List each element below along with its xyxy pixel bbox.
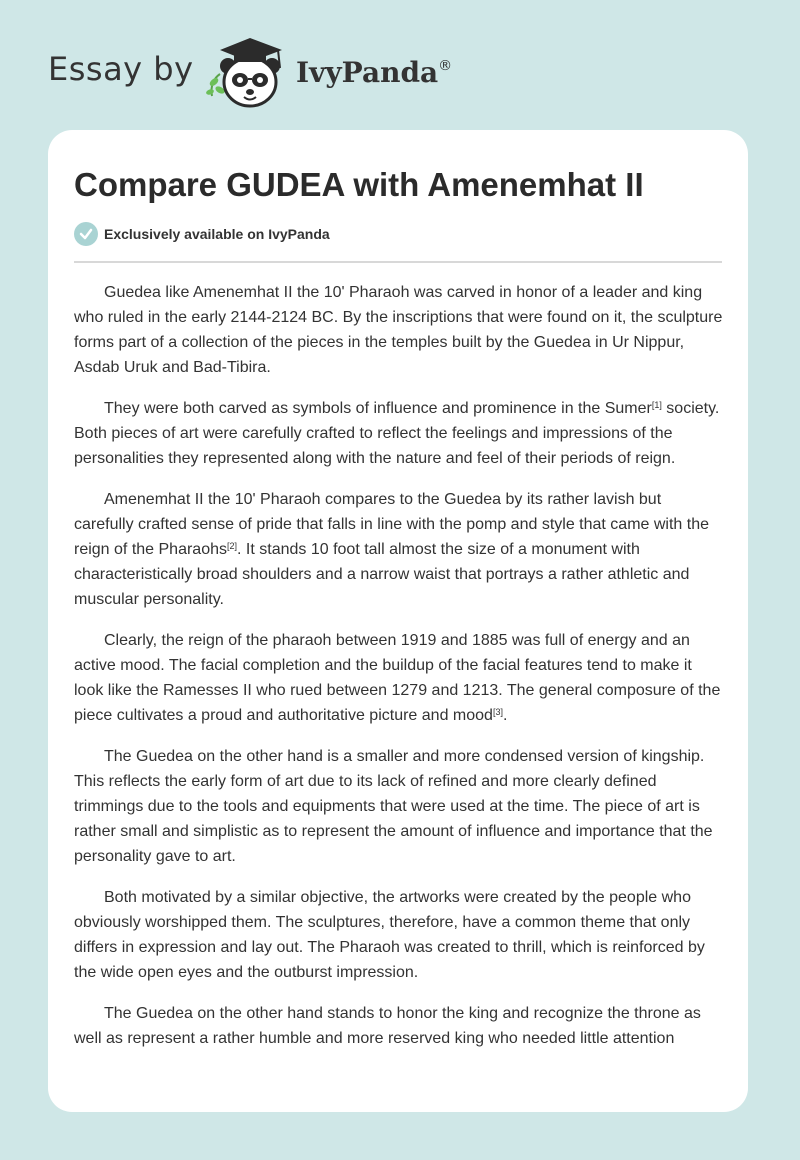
essay-body [74,280,724,1067]
site-header [0,0,800,130]
badge-text: Exclusively available on IvyPanda [104,226,330,242]
essay-by-label: Essay by [48,50,194,88]
paragraph: Clearly, the reign of the pharaoh between 1919 and 1885 was full of energy and an active mood. The facial completion and the buildup of the facial features tend to make it look like the Ramesses II who rued between 1279 and 1213. The general composure of the piece cultivates a proud and authoritative picture and mood[3]. [74,632,721,724]
footnote-ref[interactable]: [1] [651,400,662,410]
paragraph: The Guedea on the other hand is a smaller and more condensed version of kingship. This reflects the early form of art due to its lack of refined and more clearly defined trimmings due to the tools and equipments that were used at the time. The piece of art is rather small and simplistic as to represent the amount of influence and importance that the personality gave to art. [74,748,713,865]
panda-logo-icon[interactable] [200,36,296,112]
footnote-ref[interactable]: [3] [492,707,503,717]
brand-name[interactable]: IvyPanda® [296,56,453,89]
essay-card [48,130,748,1112]
paragraph: They were both carved as symbols of influence and prominence in the Sumer[1] society. Both pieces of art were carefully crafted to reflect the feelings and impressions of the personalities they represented along with the nature and feel of their periods of reign. [74,400,720,467]
exclusive-badge [74,222,330,246]
check-icon [74,222,98,246]
paragraph: Guedea like Amenemhat II the 10' Pharaoh was carved in honor of a leader and king who ruled in the early 2144-2124 BC. By the inscriptions that were found on it, the sculpture forms part of a collection of the pieces in the temples built by the Guedea in Ur Nippur, Asdab Uruk and Bad-Tibira. [74,284,723,376]
paragraph: Both motivated by a similar objective, the artworks were created by the people who obviously worshipped them. The sculptures, therefore, have a common theme that only differs in expression and lay out. The Pharaoh was created to thrill, which is reinforced by the wide open eyes and the outburst impression. [74,889,705,981]
footnote-ref[interactable]: [2] [227,541,238,551]
divider [74,261,722,263]
paragraph: The Guedea on the other hand stands to honor the king and recognize the throne as well as represent a rather humble and more reserved king who needed little attention [74,1005,701,1047]
page-title: Compare GUDEA with Amenemhat II [74,166,644,203]
paragraph: Amenemhat II the 10' Pharaoh compares to the Guedea by its rather lavish but carefully crafted sense of pride that falls in line with the pomp and style that came with the reign of the Pharaohs[2]. It stands 10 foot tall almost the size of a monument with characteristically broad shoulders and a narrow waist that portrays a rather athletic and muscular personality. [74,491,709,608]
